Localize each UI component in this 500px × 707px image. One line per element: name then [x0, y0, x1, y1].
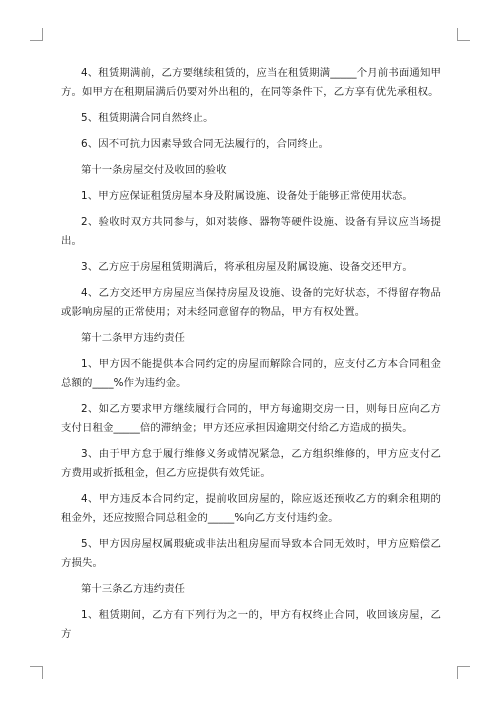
- paragraph-12-4: 4、甲方违反本合同约定，提前收回房屋的，除应返还预收乙方的剩余租期的租金外，还应按照合同总租金的_____%向乙方支付违约金。: [61, 493, 441, 524]
- paragraph-13-1: 1、租赁期间，乙方有下列行为之一的，甲方有权终止合同，收回该房屋，乙方: [61, 609, 441, 640]
- paragraph-12-2: 2、如乙方要求甲方继续履行合同的，甲方每逾期交房一日，则每日应向乙方支付日租金_____倍的滞纳金；甲方还应承担因逾期交付给乙方造成的损失。: [61, 403, 441, 434]
- crop-mark-top-right: [457, 28, 470, 41]
- document-body: [61, 64, 441, 650]
- paragraph-force-majeure: 6、因不可抗力因素导致合同无法履行的，合同终止。: [81, 138, 329, 150]
- paragraph-11-2: 2、验收时双方共同参与，如对装修、器物等硬件设施、设备有异议应当场提出。: [61, 216, 441, 247]
- section-heading-12: 第十二条甲方违约责任: [81, 332, 185, 344]
- crop-mark-bottom-right: [457, 666, 470, 679]
- paragraph-12-1: 1、甲方因不能提供本合同约定的房屋而解除合同的，应支付乙方本合同租金总额的____%作为违约金。: [61, 358, 441, 389]
- paragraph-renewal-notice: 4、租赁期满前，乙方要继续租赁的，应当在租赁期满_____个月前书面通知甲方。如甲方在租期届满后仍要对外出租的，在同等条件下，乙方享有优先承租权。: [61, 67, 441, 98]
- paragraph-12-5: 5、甲方因房屋权属瑕疵或非法出租房屋而导致本合同无效时，甲方应赔偿乙方损失。: [61, 538, 441, 569]
- paragraph-11-1: 1、甲方应保证租赁房屋本身及附属设施、设备处于能够正常使用状态。: [81, 190, 413, 202]
- crop-mark-bottom-left: [30, 666, 43, 679]
- paragraph-11-4: 4、乙方交还甲方房屋应当保持房屋及设施、设备的完好状态，不得留存物品或影响房屋的正常使用；对未经同意留存的物品，甲方有权处置。: [61, 287, 441, 318]
- crop-mark-top-left: [30, 28, 43, 41]
- paragraph-lease-expiry: 5、租赁期满合同自然终止。: [81, 112, 214, 124]
- paragraph-12-3: 3、由于甲方怠于履行维修义务或情况紧急，乙方组织维修的，甲方应支付乙方费用或折抵租金，但乙方应提供有效凭证。: [61, 448, 441, 479]
- section-heading-11: 第十一条房屋交付及收回的验收: [81, 164, 227, 176]
- paragraph-11-3: 3、乙方应于房屋租赁期满后，将承租房屋及附属设施、设备交还甲方。: [81, 261, 413, 273]
- section-heading-13: 第十三条乙方违约责任: [81, 583, 185, 595]
